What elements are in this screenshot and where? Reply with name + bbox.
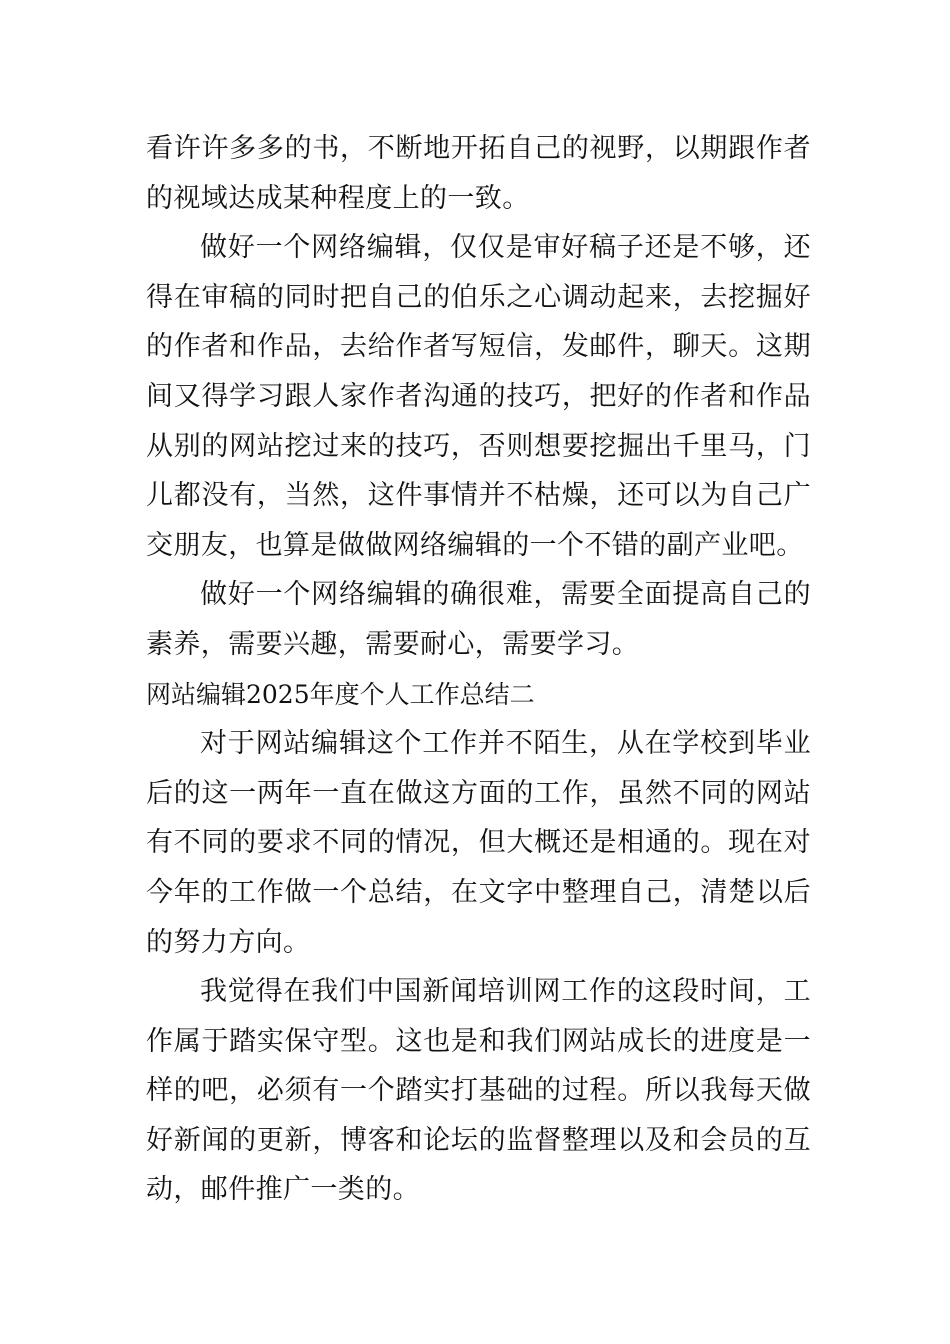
- paragraph-conclusion: 做好一个网络编辑的确很难，需要全面提高自己的素养，需要兴趣，需要耐心，需要学习。: [146, 579, 811, 660]
- paragraph-work-summary: 我觉得在我们中国新闻培训网工作的这段时间，工作属于踏实保守型。这也是和我们网站成长的进度是一样的吧，必须有一个踏实打基础的过程。所以我每天做好新闻的更新，博客和论坛的监督整理以及和会员的互动，邮件推广一类的。: [146, 976, 811, 1206]
- section-heading: 网站编辑2025年度个人工作总结二: [146, 679, 535, 709]
- paragraph-editor-role: 做好一个网络编辑，仅仅是审好稿子还是不够，还得在审稿的同时把自己的伯乐之心调动起来，去挖掘好的作者和作品，去给作者写短信，发邮件，聊天。这期间又得学习跟人家作者沟通的技巧，把好的作者和作品从别的网站挖过来的技巧，否则想要挖掘出千里马，门儿都没有，当然，这件事情并不枯燥，还可以为自己广交朋友，也算是做做网络编辑的一个不错的副产业吧。: [146, 232, 811, 561]
- paragraph-continued: 看许许多多的书，不断地开拓自己的视野，以期跟作者的视域达成某种程度上的一致。: [146, 133, 811, 214]
- paragraph-intro: 对于网站编辑这个工作并不陌生，从在学校到毕业后的这一两年一直在做这方面的工作，虽然不同的网站有不同的要求不同的情况，但大概还是相通的。现在对今年的工作做一个总结，在文字中整理自己，清楚以后的努力方向。: [146, 728, 811, 958]
- document-body: [146, 124, 811, 1215]
